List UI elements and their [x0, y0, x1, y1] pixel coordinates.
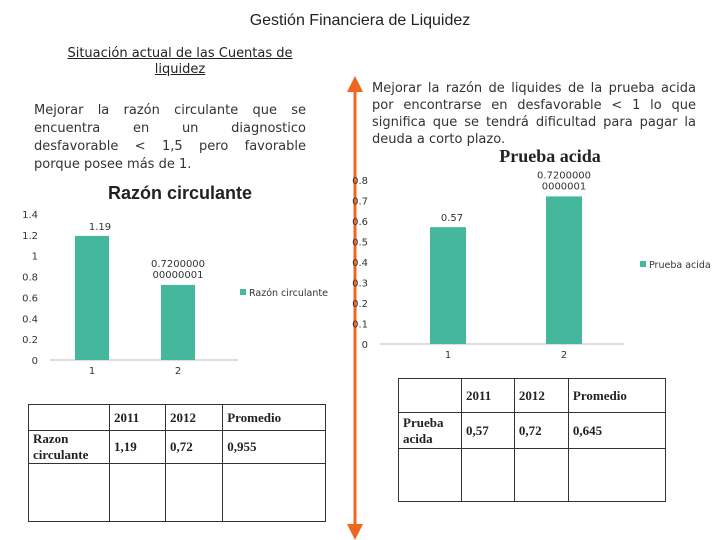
table-row-label: Razon circulante [29, 431, 110, 464]
y-tick-label: 0.3 [352, 278, 368, 290]
bar [546, 196, 582, 344]
legend-label: Razón circulante [249, 288, 328, 299]
y-tick-label: 1.4 [22, 210, 38, 221]
table-row [399, 413, 666, 449]
y-tick-label: 0.6 [352, 217, 368, 228]
razon-circulante-table [28, 404, 326, 522]
table-cell-2012: 0,72 [166, 431, 223, 464]
table-row [29, 431, 326, 464]
y-tick-label: 0.7 [352, 196, 368, 208]
bar [430, 227, 466, 344]
x-tick-label: 1 [88, 366, 96, 377]
table-header-promedio: Promedio [568, 379, 665, 413]
legend-swatch [240, 289, 246, 295]
table-header-2011: 2011 [110, 405, 166, 431]
legend-label: Prueba acida [649, 260, 711, 271]
razon-circulante-chart [0, 200, 340, 390]
chart-title-razon-circulante: Razón circulante [107, 183, 253, 203]
table-header-2012: 2012 [514, 379, 568, 413]
y-tick-label: 0.1 [352, 319, 368, 331]
table-cell-2011: 1,19 [110, 431, 166, 464]
data-label: 0.57 [440, 213, 464, 225]
y-tick-label: 0.4 [352, 258, 368, 269]
x-tick-label: 2 [174, 366, 182, 377]
legend-swatch [640, 261, 646, 267]
y-tick-label: 0.8 [352, 176, 368, 187]
prueba-acida-chart [350, 168, 720, 368]
chart-title-prueba-acida: Prueba acida [499, 146, 601, 166]
y-tick-label: 0.2 [22, 335, 38, 347]
data-label: 0.7200000 0000001 [536, 170, 592, 193]
table-header-row [399, 379, 666, 413]
right-recommendation-text: Mejorar la razón de liquides de la prueba acida por encontrarse en desfavorable < 1 lo que significa que se tendrá dificultad para pagar la deuda a corto plazo. [372, 81, 696, 147]
table-header-row [29, 405, 326, 431]
y-tick-label: 0.6 [22, 293, 38, 305]
page-title: Gestión Financiera de Liquidez [249, 12, 471, 29]
table-header-cell [29, 405, 110, 431]
table-header-2012: 2012 [166, 405, 223, 431]
data-label: 1.19 [88, 221, 112, 233]
table-header-cell [399, 379, 462, 413]
y-tick-label: 0.2 [352, 299, 368, 310]
y-tick-label: 0 [31, 356, 38, 367]
y-tick-label: 0.5 [352, 237, 368, 249]
x-tick-label: 1 [444, 350, 452, 361]
table-empty-row [29, 464, 326, 522]
y-tick-label: 1.2 [22, 230, 38, 242]
prueba-acida-table [398, 378, 666, 502]
data-label: 0.7200000 00000001 [150, 258, 206, 281]
table-cell-2012: 0,72 [514, 413, 568, 449]
table-row-label: Prueba acida [399, 413, 462, 449]
y-tick-label: 1 [31, 251, 38, 263]
table-cell-2011: 0,57 [462, 413, 515, 449]
section-subtitle: Situación actual de las Cuentas de liquidez [67, 46, 293, 77]
table-cell-promedio: 0,645 [568, 413, 665, 449]
table-empty-row [399, 449, 666, 502]
left-recommendation-text: Mejorar la razón circulante que se encuentra en un diagnostico desfavorable < 1,5 pero favorable porque posee más de 1. [34, 103, 306, 172]
x-tick-label: 2 [560, 350, 568, 361]
table-header-promedio: Promedio [223, 405, 326, 431]
table-header-2011: 2011 [462, 379, 515, 413]
bar [161, 285, 195, 360]
y-tick-label: 0.4 [22, 314, 38, 326]
bar [75, 236, 109, 360]
y-tick-label: 0 [361, 340, 368, 351]
table-cell-promedio: 0,955 [223, 431, 326, 464]
y-tick-label: 0.8 [22, 272, 38, 284]
